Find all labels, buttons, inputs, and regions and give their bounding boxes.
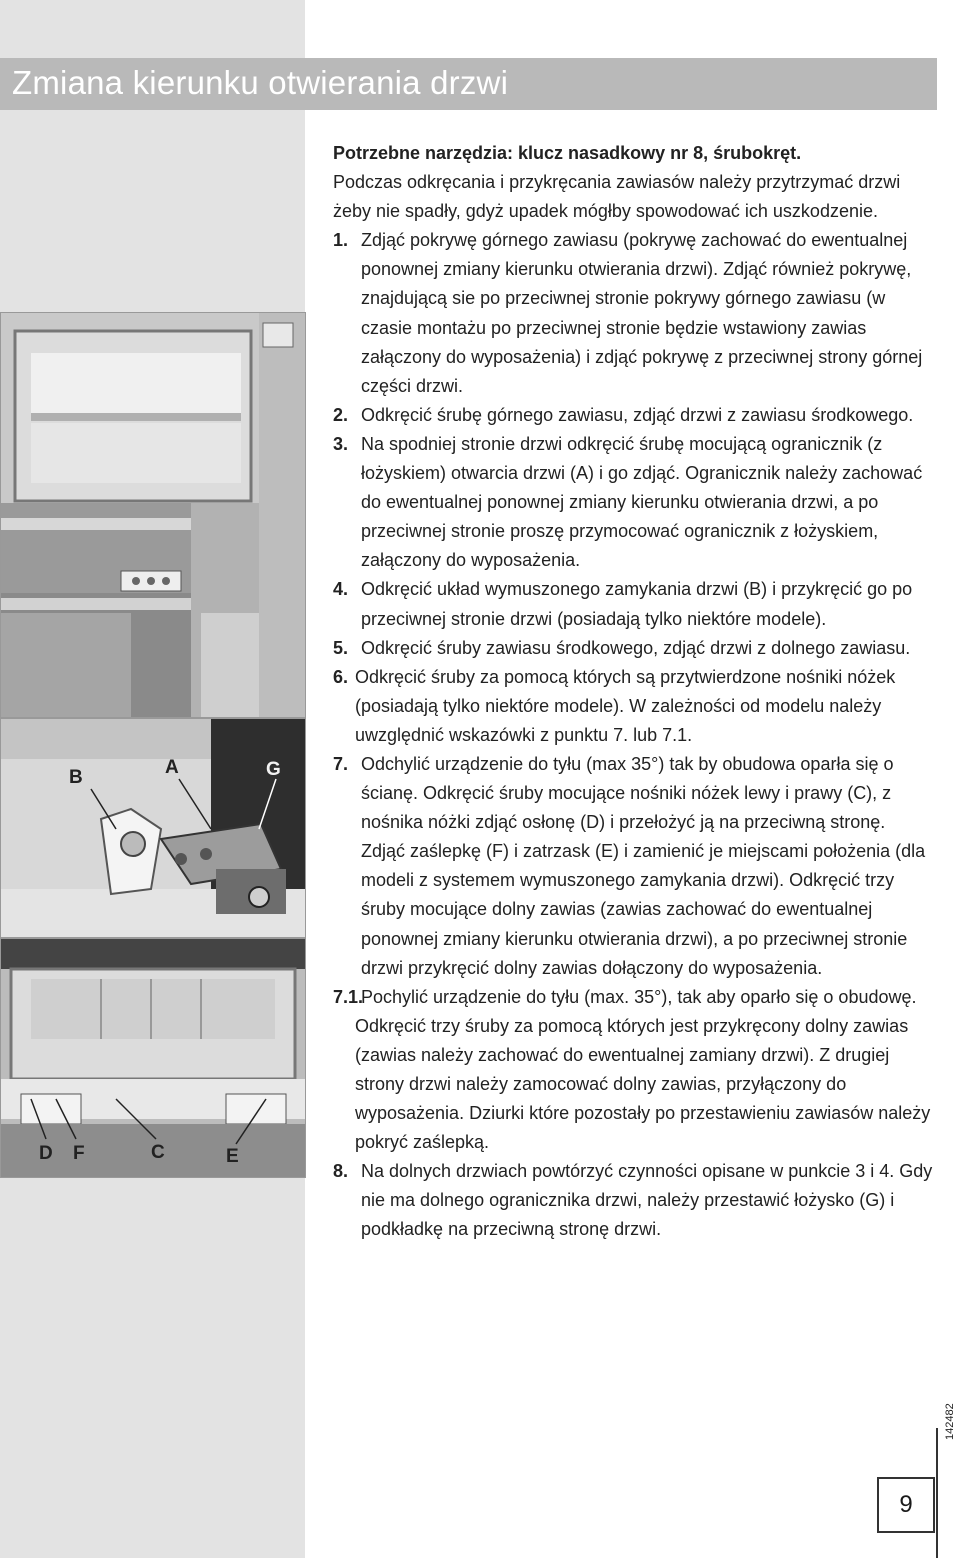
step-6-number: 6. [333,666,349,687]
step-4-text: Odkręcić układ wymuszonego zamykania drzwi (B) i przykręcić go po przeciwnej stronie drzwi (posiadają tylko niektóre modele). [361,579,913,629]
step-4 [333,575,933,633]
instructions [333,139,933,1245]
step-8 [333,1157,933,1244]
step-6-text: Odkręcić śruby za pomocą których są przytwierdzone nośniki nóżek (posiadają tylko niektóre modele). W zależności od modelu należy uwzględnić wskazówki z punktu 7. lub 7.1. [355,666,896,745]
figure-label-b: B [69,767,83,788]
intro-paragraph: Podczas odkręcania i przykręcania zawiasów należy przytrzymać drzwi żeby nie spadły, gdyż upadek mógłby spowodować ich uszkodzenie. [333,172,901,222]
step-2 [333,401,933,430]
step-3 [333,430,933,575]
step-1-text: Zdjąć pokrywę górnego zawiasu (pokrywę zachować do ewentualnej ponownej zmiany kierunku otwierania drzwi). Zdjąć również pokrywę, znajdującą sie po przeciwnej stronie pokrywy górnego zawiasu (w czasie montażu po przeciwnej stronie będzie wstawiony zawias załączony do wyposażenia) i zdjąć pokrywę z przeciwnej strony górnej części drzwi. [361,230,923,396]
step-2-number: 2. [333,404,349,425]
figure-label-c: C [151,1142,165,1163]
figure-label-g: G [266,759,281,780]
step-1 [333,226,933,401]
step-7-1-continuation: Odkręcić trzy śruby za pomocą których jest przykręcony dolny zawias (zawias należy zachować do ewentualnej zamiany drzwi). Z drugiej strony drzwi należy zamocować dolny zawias, przyłączony do wyposażenia. Dziurki które pozostały po przestawieniu zawiasów należy pokryć zaślepką. [355,1015,931,1153]
step-8-text: Na dolnych drzwiach powtórzyć czynności opisane w punkcie 3 i 4. Gdy nie ma dolnego ogranicznika drzwi, należy przestawić łożysko (G) i podkładkę na przeciwną stronę drzwi. [361,1161,933,1240]
figure-label-e: E [226,1146,239,1167]
step-7-1-text: Pochylić urządzenie do tyłu (max. 35°), tak aby oparło się o obudowę. [361,986,917,1007]
step-7 [333,750,933,983]
step-4-number: 4. [333,579,349,600]
title-bar [0,58,937,110]
step-1-number: 1. [333,230,349,251]
step-2-text: Odkręcić śrubę górnego zawiasu, zdjąć drzwi z zawiasu środkowego. [361,404,914,425]
photo-top-hinge-image [1,313,305,717]
photo-middle-hinge [0,718,306,938]
margin-rule [936,1428,938,1558]
page-number: 9 [877,1477,935,1533]
step-3-text: Na spodniej stronie drzwi odkręcić śrubę mocującą ogranicznik (z łożyskiem) otwarcia drzwi (A) i go zdjąć. Ogranicznik należy zachować do ewentualnej ponownej zmiany kierunku otwierania drzwi, a po przeciwnej stronie proszę przymocować ogranicznik z łożyskiem, załączony do wyposażenia. [361,433,923,571]
figure-label-a: A [165,757,179,778]
photo-middle-hinge-image [1,719,305,937]
step-8-number: 8. [333,1161,349,1182]
step-7-1 [333,983,933,1012]
step-7-number: 7. [333,753,349,774]
page-title: Zmiana kierunku otwierania drzwi [12,64,509,101]
document-number: 142482 [944,1403,956,1440]
step-7-1-number: 7.1. [333,986,364,1007]
tools-line: Potrzebne narzędzia: klucz nasadkowy nr 8, śrubokręt. [333,143,802,163]
step-5 [333,634,933,663]
step-7-text: Odchylić urządzenie do tyłu (max 35°) tak by obudowa oparła się o ścianę. Odkręcić śruby mocujące nośniki nóżek lewy i prawy (C), z nośnika nóżki zdjąć osłonę (D) i przełożyć ją na przeciwną stronę. Zdjąć zaślepkę (F) i zatrzask (E) i zamienić je miejscami położenia (dla modeli z systemem wymuszonego zamykania drzwi). Odkręcić trzy śruby mocujące dolny zawias (zawias zachować do ewentualnej ponownej zmiany kierunku otwierania drzwi), a po przeciwnej stronie drzwi przykręcić dolny zawias dołączony do wyposażenia. [361,753,926,978]
photo-top-hinge [0,312,306,718]
figure-label-f: F [73,1143,85,1164]
step-5-number: 5. [333,637,349,658]
figure-label-d: D [39,1143,53,1164]
photo-bottom-feet [0,938,306,1178]
step-3-number: 3. [333,433,349,454]
step-5-text: Odkręcić śruby zawiasu środkowego, zdjąć drzwi z dolnego zawiasu. [361,637,911,658]
step-6 [333,663,933,750]
